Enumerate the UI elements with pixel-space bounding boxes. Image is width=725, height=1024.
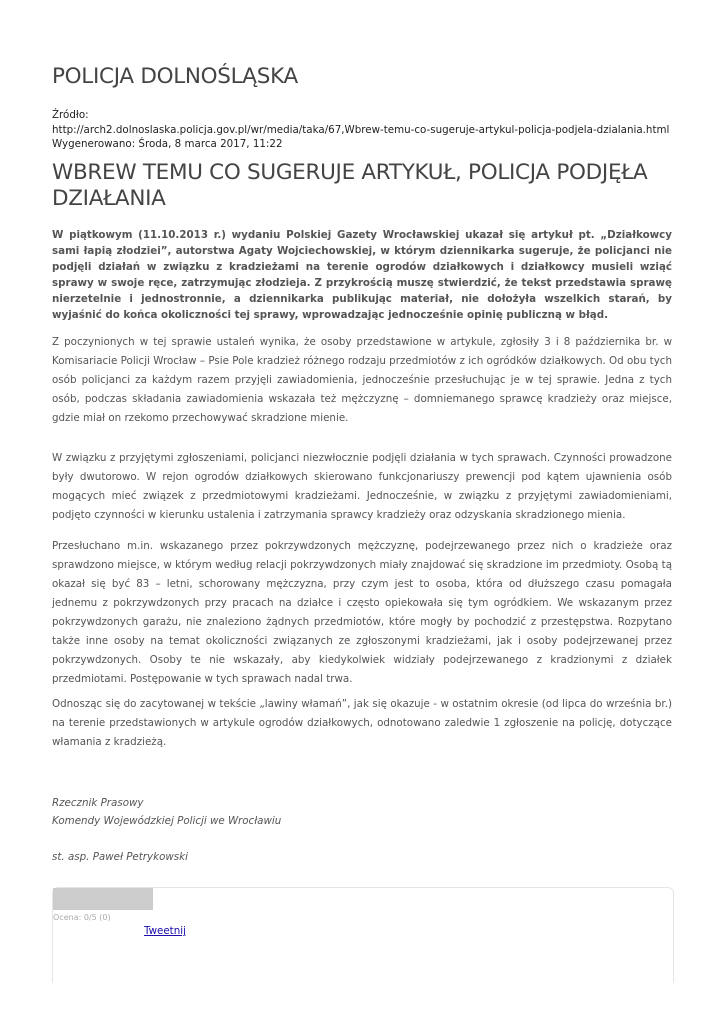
source-info — [52, 108, 692, 152]
rating-stars[interactable] — [53, 888, 153, 910]
tweet-link[interactable]: Tweetnij — [144, 925, 186, 937]
article-paragraph: W związku z przyjętymi zgłoszeniami, policjanci niezwłocznie podjęli działania w tych sprawach. Czynności prowadzone były dwutorowo. W rejon ogrodów działkowych skierowano funkcjonariuszy prewencji pod kątem ujawnienia osób mogących mieć związek z przedmiotowymi kradzieżami. Jednocześnie, w związku z przyjętymi zawiadomieniami, podjęto czynności w kierunku ustalenia i zatrzymania sprawcy kradzieży oraz odzyskania skradzionego mienia. — [52, 452, 672, 521]
article-lead: W piątkowym (11.10.2013 r.) wydaniu Polskiej Gazety Wrocławskiej ukazał się artykuł pt. „Działkowcy sami łapią złodziei”, autorstwa Agaty Wojciechowskiej, w którym dziennikarka sugeruje, że policjanci nie podjęli działań w związku z kradzieżami na terenie ogrodów działkowych i działkowcy musieli wziąć sprawy w swoje ręce, zatrzymując złodzieja. Z przykrością muszę stwierdzić, że tekst przedstawia sprawę nierzetelnie i jednostronnie, a dziennikarka publikując materiał, nie dołożyła wszelkich starań, by wyjaśnić do końca okoliczności tej sprawy, wprowadzając jednocześnie opinię publiczną w błąd. — [52, 229, 672, 321]
signature-role: Rzecznik Prasowy — [52, 797, 144, 809]
generated-date: Wygenerowano: Środa, 8 marca 2017, 11:22 — [52, 138, 283, 150]
rating-text: Ocena: 0/5 (0) — [53, 913, 111, 922]
article-title: WBREW TEMU CO SUGERUJE ARTYKUŁ, POLICJA PODJĘŁA DZIAŁANIA — [52, 160, 648, 211]
article-paragraph: Przesłuchano m.in. wskazanego przez pokrzywdzonych mężczyznę, podejrzewanego przez nich o kradzieże oraz sprawdzono miejsce, w którym według relacji pokrzywdzonych miały znajdować się skradzione im przedmioty. Osobą tą okazał się być 83 – letni, schorowany mężczyzna, przy czym jest to osoba, która od dłuższego czasu pomagała jednemu z pokrzywdzonych przy pracach na działce i często opiekowała się tym ogródkiem. We wskazanym przez pokrzywdzonych garażu, nie znaleziono żądnych przedmiotów, które mogły by pochodzić z przestępstwa. Rozpytano także inne osoby na temat okoliczności związanych ze zgłoszonymi kradzieżami, jak i osoby podejrzewanej przez pokrzywdzonych. Osoby te nie wskazały, aby kiedykolwiek widziały podejrzewanego z kradzionymi z działek przedmiotami. Postępowanie w tych sprawach nadal trwa. — [52, 540, 672, 685]
article-paragraph: Odnosząc się do zacytowanej w tekście „lawiny włamań”, jak się okazuje - w ostatnim okresie (od lipca do września br.) na terenie przedstawionych w artykule ogrodów działkowych, odnotowano zaledwie 1 zgłoszenie na policję, dotyczące włamania z kradzieżą. — [52, 698, 672, 748]
source-label: Źródło: — [52, 109, 89, 121]
article-paragraph: Z poczynionych w tej sprawie ustaleń wynika, że osoby przedstawione w artykule, zgłosiły 3 i 8 października br. w Komisariacie Policji Wrocław – Psie Pole kradzież różnego rodzaju przedmiotów z ich ogródków działkowych. Od obu tych osób policjanci za każdym razem przyjęli zawiadomienia, jednocześnie przesłuchując je w tej sprawie. Jedna z tych osób, podczas składania zawiadomienia wskazała też mężczyznę – domniemanego sprawcę kradzieży oraz miejsce, gdzie miał on rzekomo przechowywać skradzione mienie. — [52, 336, 672, 424]
signature-organization: Komendy Wojewódzkiej Policji we Wrocławiu — [52, 815, 282, 827]
site-title: POLICJA DOLNOŚLĄSKA — [52, 64, 298, 89]
rating-panel — [52, 887, 674, 983]
source-url: http://arch2.dolnoslaska.policja.gov.pl/wr/media/taka/67,Wbrew-temu-co-sugeruje-artykul-policja-podjela-dzialania.html — [52, 123, 670, 136]
signature-name: st. asp. Paweł Petrykowski — [52, 851, 188, 863]
